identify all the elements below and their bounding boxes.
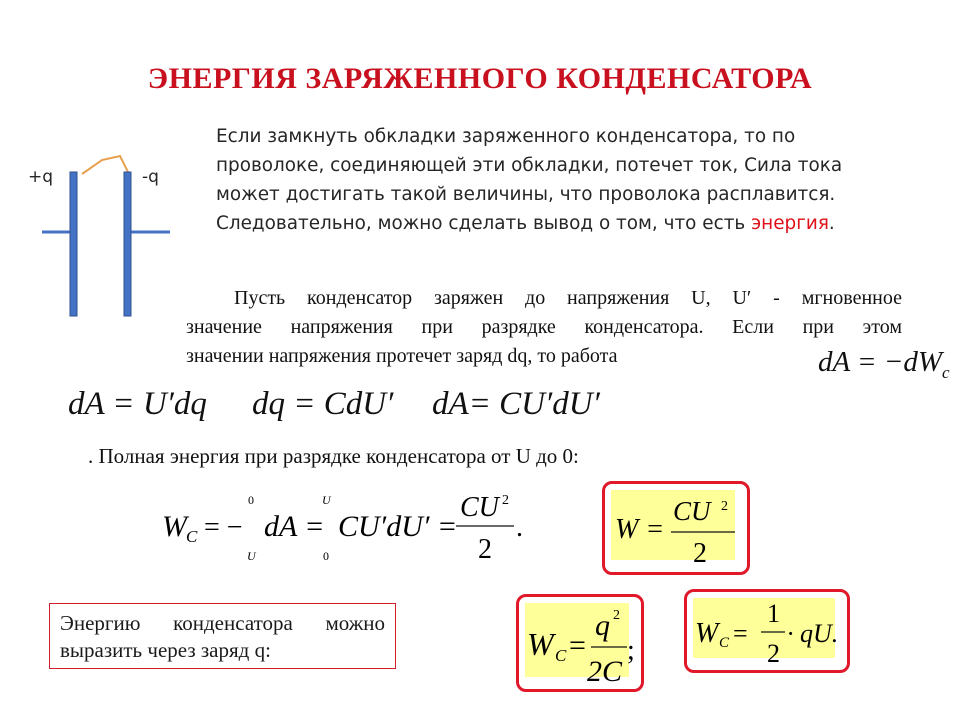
- svg-text:C: C: [719, 635, 730, 651]
- svg-text:0: 0: [323, 549, 329, 563]
- energy-highlight: энергия: [751, 213, 829, 234]
- intro-line: Следовательно, можно сделать вывод о том, что есть энергия.: [216, 213, 835, 234]
- right-plate: [124, 172, 131, 316]
- svg-text:U: U: [322, 493, 331, 507]
- minus-q-label: -q: [142, 167, 159, 187]
- intro-line: проволоке, соединяющей эти обкладки, потечет ток, Сила тока: [216, 155, 843, 176]
- note-line: выразить через заряд q:: [60, 638, 271, 662]
- svg-text:q: q: [595, 609, 610, 642]
- svg-text:CU′dU′ =: CU′dU′ =: [338, 510, 458, 543]
- svg-text:2: 2: [721, 499, 728, 514]
- svg-text:CU: CU: [673, 496, 711, 526]
- svg-text:2: 2: [613, 608, 620, 623]
- charge-note-box: [49, 603, 396, 669]
- svg-text:0: 0: [248, 493, 254, 507]
- intro-line: может достигать такой величины, что проволока расплавится.: [216, 184, 836, 205]
- svg-text:C: C: [555, 646, 567, 665]
- formula-box-qu: [684, 589, 850, 673]
- svg-text:· qU.: · qU.: [787, 619, 839, 648]
- intro-text: [216, 122, 916, 238]
- paragraph-line: значение напряжения при разрядке конденсатора. Если при этом: [186, 316, 902, 338]
- svg-text:dA =: dA =: [264, 510, 325, 543]
- formula-da: dA = U′dq: [68, 386, 207, 422]
- svg-text:W: W: [695, 618, 719, 649]
- svg-text:W: W: [162, 510, 187, 543]
- svg-text:1: 1: [767, 599, 780, 628]
- svg-text:2: 2: [767, 639, 780, 668]
- svg-text:;: ;: [627, 635, 635, 666]
- formula-da-cu: dA= CU′dU′: [432, 386, 600, 422]
- capacitor-diagram: [20, 150, 190, 325]
- full-energy-text: . Полная энергия при разрядке конденсатора от U до 0:: [88, 444, 579, 468]
- svg-text:W =: W =: [615, 514, 665, 545]
- formula-box-cu2: [602, 481, 750, 575]
- formula-dq: dq = CdU′: [252, 386, 394, 422]
- paragraph-line: значении напряжения протечет заряд dq, то работа: [186, 345, 618, 367]
- svg-text:=: =: [569, 629, 586, 662]
- svg-text:2C: 2C: [587, 655, 623, 688]
- page-title: ЭНЕРГИЯ ЗАРЯЖЕННОГО КОНДЕНСАТОРА: [147, 62, 813, 95]
- svg-text:2: 2: [502, 493, 509, 508]
- intro-line: Если замкнуть обкладки заряженного конденсатора, то по: [216, 126, 796, 147]
- plus-q-label: +q: [28, 167, 54, 187]
- connecting-wire: [82, 156, 128, 174]
- svg-text:U: U: [247, 549, 256, 563]
- svg-text:=: =: [733, 619, 748, 648]
- voltage-paragraph: [186, 284, 902, 371]
- paragraph-line: Пусть конденсатор заряжен до напряжения U, U′ - мгновенное: [234, 287, 902, 309]
- svg-text:CU: CU: [460, 492, 499, 523]
- integral-formula: [160, 490, 540, 570]
- svg-text:C: C: [186, 527, 198, 546]
- note-line: Энергию конденсатора можно: [60, 611, 385, 635]
- svg-text:.: .: [516, 512, 523, 543]
- svg-text:2: 2: [693, 538, 707, 569]
- formula-box-q2: [516, 594, 644, 692]
- formula-work-energy: dA = $-dW_c$: [818, 346, 950, 382]
- left-plate: [70, 172, 77, 316]
- svg-text:= −: = −: [204, 512, 243, 543]
- svg-text:2: 2: [478, 534, 492, 565]
- svg-text:W: W: [527, 626, 554, 662]
